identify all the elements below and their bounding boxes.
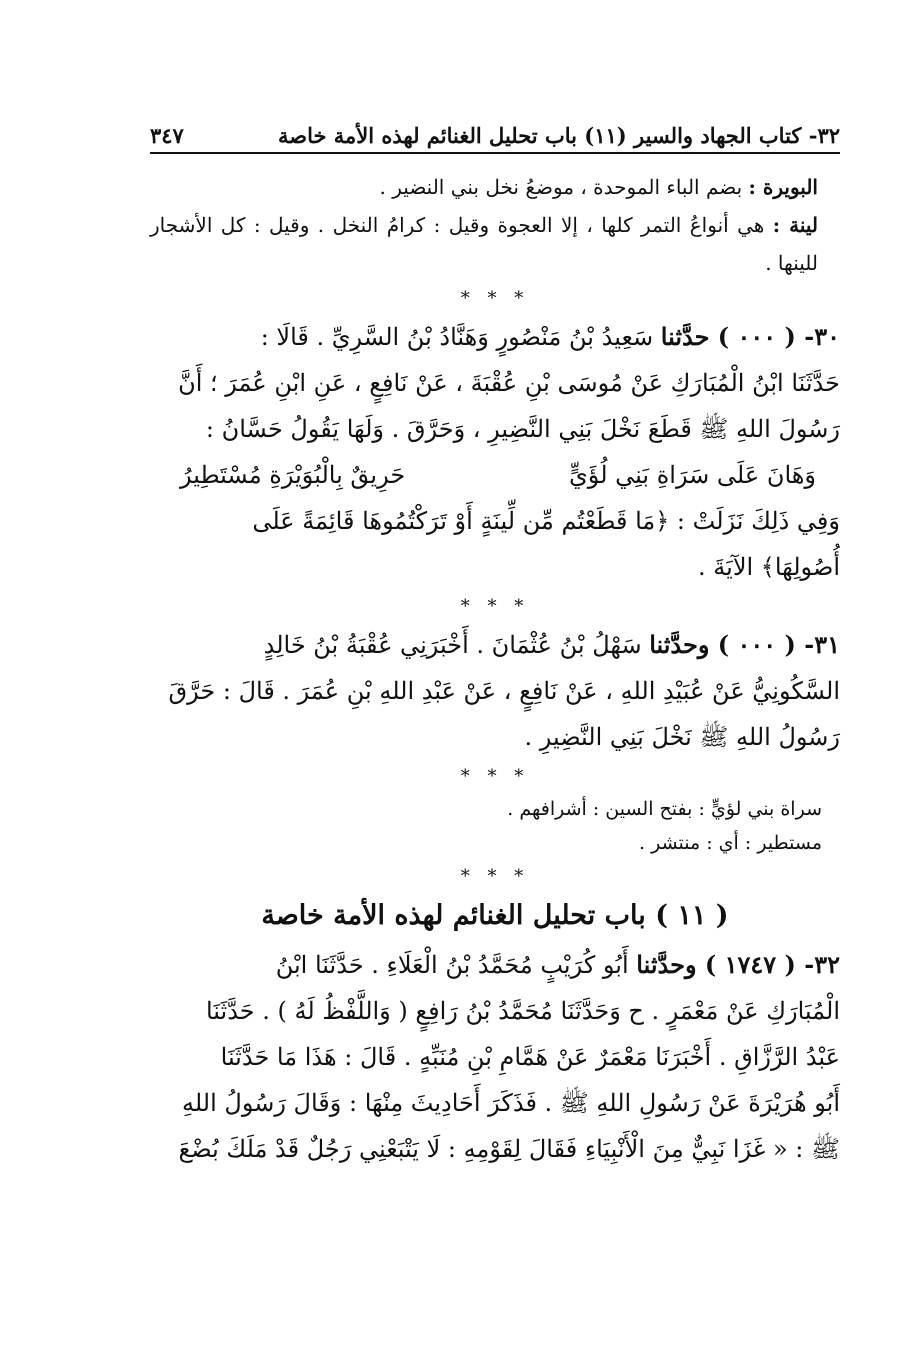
page-header — [150, 108, 840, 148]
hadith-number: ٣٠- ( ٠٠٠ ) حدَّثنا — [660, 322, 840, 351]
hadith-line: وَفِي ذَلِكَ نَزَلَتْ : ﴿مَا قَطَعْتُم مِّن لِّينَةٍ أَوْ تَرَكْتُمُوهَا قَائِمَةً عَلَى — [252, 507, 840, 535]
hadith-line: رَسُولَ اللهِ ﷺ قَطَعَ نَخْلَ بَنِي النَّضِيرِ ، وَحَرَّقَ . وَلَهَا يَقُولُ حَسَّانُ : — [205, 415, 840, 443]
hadith-line: عَبْدُ الرَّزَّاقِ . أَخْبَرَنَا مَعْمَرٌ عَنْ هَمَّامِ بْنِ مُنَبِّهٍ . قَالَ : هَذَا مَا حَدَّثَنَا — [220, 1043, 840, 1071]
verse-second-half: حَرِيقٌ بِالْبُوَيْرَةِ مُسْتَطِيرُ — [180, 461, 406, 489]
hadith-text: أَبُو كُرَيْبٍ مُحَمَّدُ بْنُ الْعَلَاءِ . حَدَّثَنَا ابْنُ — [275, 951, 629, 979]
running-title: ٣٢- كتاب الجهاد والسير (١١) باب تحليل الغنائم لهذه الأمة خاصة — [277, 123, 840, 148]
gloss-term: البويرة : — [748, 175, 818, 199]
hadith-line: الْمُبَارَكِ عَنْ مَعْمَرٍ . ح وَحَدَّثَنَا مُحَمَّدُ بْنُ رَافِعٍ ( وَاللَّفْظُ لَهُ ) . حَدَّثَنَا — [205, 997, 840, 1025]
page-body — [150, 168, 840, 1172]
chapter-heading: ( ١١ ) باب تحليل الغنائم لهذه الأمة خاصة — [261, 900, 729, 931]
hadith-line — [150, 622, 840, 668]
gloss-entry — [150, 792, 840, 826]
poetry-verse — [150, 452, 840, 498]
hadith-number: ٣٢- ( ١٧٤٧ ) وحدَّثنا — [636, 950, 840, 979]
gloss-text: هي أنواعُ التمر كلها ، إلا العجوة وقيل : كرامُ النخل . وقيل : كل الأشجار للينها . — [150, 213, 818, 275]
hadith-line — [150, 314, 840, 360]
gloss-term: لينة : — [772, 213, 818, 237]
hadith-text: سَعِيدُ بْنُ مَنْصُورٍ وَهَنَّادُ بْنُ السَّرِيِّ . قَالَا : — [260, 323, 654, 351]
hadith-number: ٣١- ( ٠٠٠ ) وحدَّثنا — [649, 630, 840, 659]
gloss-term: مستطير : — [744, 832, 822, 854]
hadith-line: ﷺ : « غَزَا نَبِيٌّ مِنَ الْأَنْبِيَاءِ فَقَالَ لِقَوْمِهِ : لَا يَتْبَعْنِي رَجُلٌ قَدْ مَلَكَ بُضْعَ — [178, 1135, 840, 1163]
gloss-text: بفتح السين : أشرافهم . — [507, 798, 693, 820]
hadith-line — [150, 942, 840, 988]
hadith-31 — [150, 622, 840, 760]
hadith-line: السَّكُونِيُّ عَنْ عُبَيْدِ اللهِ ، عَنْ نَافِعٍ ، عَنْ عَبْدِ اللهِ بْنِ عُمَرَ . قَالَ : حَرَّقَ — [168, 677, 840, 705]
section-separator: * * * — [460, 766, 530, 787]
hadith-line: رَسُولُ اللهِ ﷺ نَخْلَ بَنِي النَّضِيرِ . — [524, 723, 840, 751]
hadith-30 — [150, 314, 840, 590]
gloss-term: سراة بني لؤيٍّ : — [698, 798, 822, 820]
gloss-entry — [150, 168, 840, 206]
gloss-text: بضم الباء الموحدة ، موضعُ نخل بني النضير . — [379, 175, 743, 199]
section-separator: * * * — [460, 596, 530, 617]
section-separator: * * * — [460, 288, 530, 309]
verse-first-half: وَهَانَ عَلَى سَرَاةِ بَنِي لُؤَيٍّ — [569, 461, 816, 489]
gloss-entry — [150, 826, 840, 860]
section-separator: * * * — [460, 866, 530, 887]
header-rule — [150, 152, 840, 154]
hadith-line: أُصُولِهَا﴾ الآيَةَ . — [698, 553, 840, 581]
page-number: ٣٤٧ — [150, 123, 184, 148]
hadith-line: حَدَّثَنَا ابْنُ الْمُبَارَكِ عَنْ مُوسَى بْنِ عُقْبَةَ ، عَنْ نَافِعٍ ، عَنِ ابْنِ عُمَرَ ؛ أَنَّ — [178, 369, 840, 397]
hadith-line: أَبُو هُرَيْرَةَ عَنْ رَسُولِ اللهِ ﷺ . فَذَكَرَ أَحَادِيثَ مِنْهَا : وَقَالَ رَسُولُ اللهِ — [181, 1089, 840, 1117]
hadith-text: سَهْلُ بْنُ عُثْمَانَ . أَخْبَرَنِي عُقْبَةُ بْنُ خَالِدٍ — [263, 631, 642, 659]
gloss-text: أي : منتشر . — [639, 832, 739, 854]
hadith-32 — [150, 942, 840, 1172]
gloss-entry — [150, 206, 840, 282]
